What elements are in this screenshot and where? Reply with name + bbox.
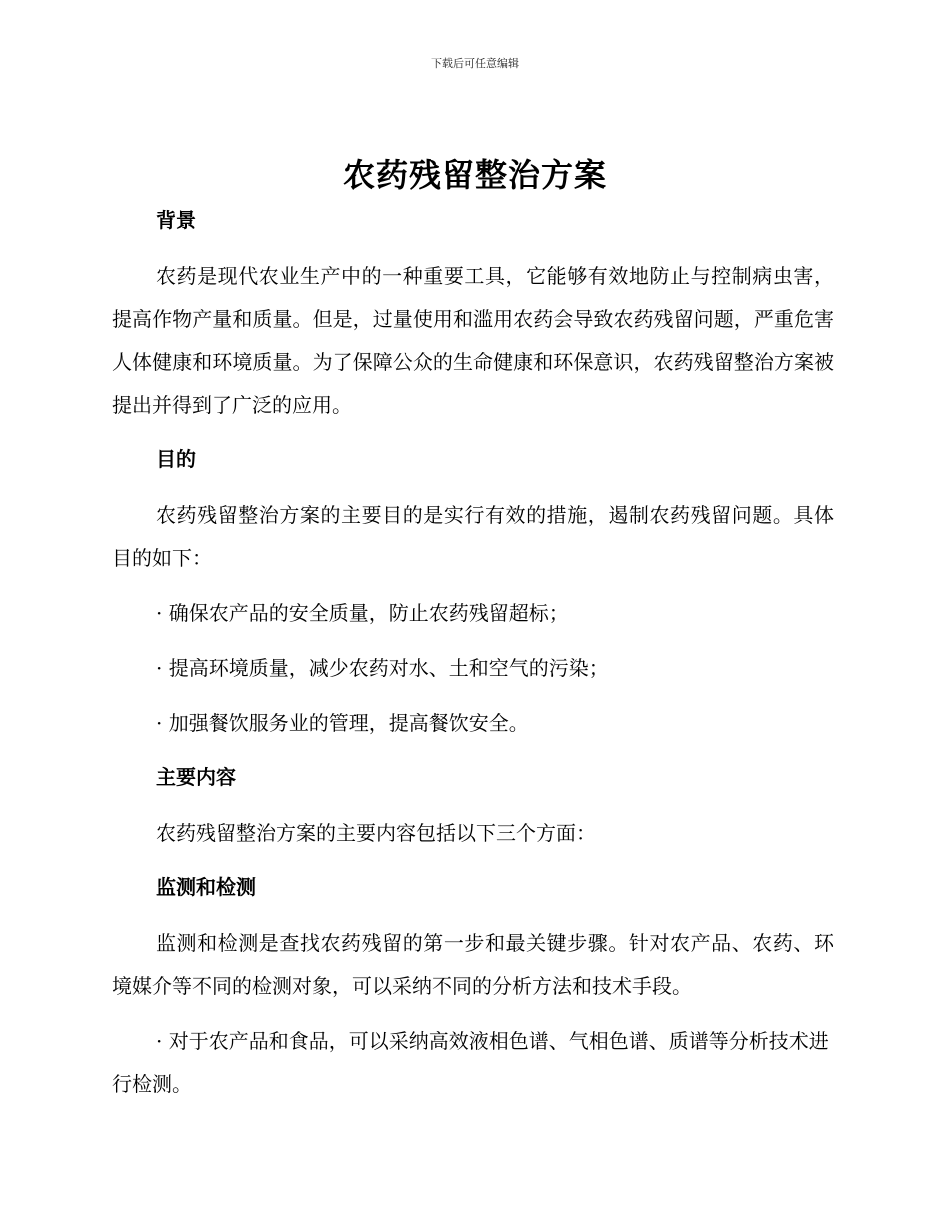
purpose-bullet-1: · 确保农产品的安全质量，防止农药残留超标；: [156, 601, 569, 625]
purpose-paragraph: 农药残留整治方案的主要目的是实行有效的措施，遏制农药残留问题。具体目的如下：: [112, 503, 834, 570]
monitoring-paragraph: 监测和检测是查找农药残留的第一步和最关键步骤。针对农产品、农药、环境媒介等不同的检测对象，可以采纳不同的分析方法和技术手段。: [112, 931, 834, 998]
purpose-bullet-2: · 提高环境质量，减少农药对水、土和空气的污染；: [156, 656, 609, 680]
section-heading-background: 背景: [156, 208, 196, 232]
main-content-paragraph: 农药残留整治方案的主要内容包括以下三个方面：: [156, 821, 596, 845]
section-heading-main-content: 主要内容: [156, 765, 236, 789]
section-heading-monitoring: 监测和检测: [156, 875, 256, 899]
header-note: 下载后可任意编辑: [431, 57, 519, 70]
section-heading-purpose: 目的: [156, 447, 196, 471]
background-paragraph: 农药是现代农业生产中的一种重要工具，它能够有效地防止与控制病虫害，提高作物产量和质量。但是，过量使用和滥用农药会导致农药残留问题，严重危害人体健康和环境质量。为了保障公众的生命健康和环保意识，农药残留整治方案被提出并得到了广泛的应用。: [112, 264, 834, 417]
page-title: 农药残留整治方案: [342, 156, 607, 194]
purpose-bullet-3: · 加强餐饮服务业的管理，提高餐饮安全。: [156, 711, 529, 735]
document-body: [112, 200, 834, 1118]
monitoring-bullet-1: · 对于农产品和食品，可以采纳高效液相色谱、气相色谱、质谱等分析技术进行检测。: [112, 1029, 829, 1096]
